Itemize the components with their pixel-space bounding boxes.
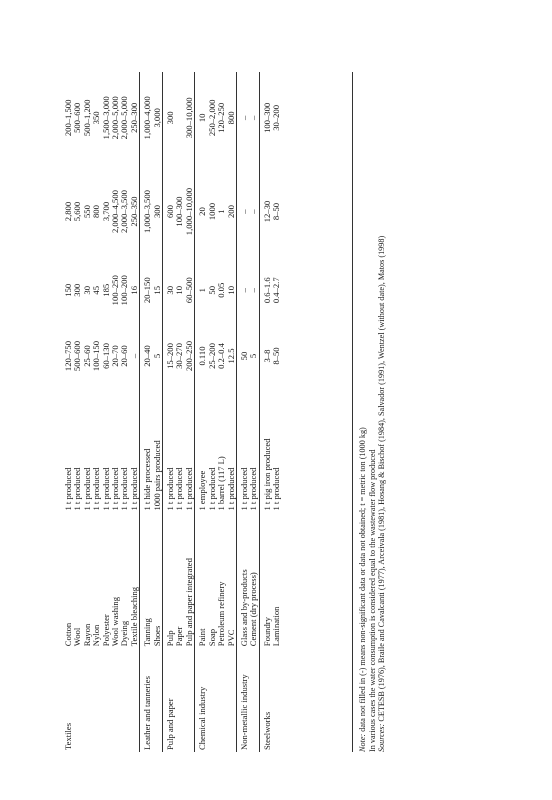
- unit-cell: 1 t produced: [183, 467, 194, 511]
- table-row: [120, 72, 129, 752]
- load-cell: 150: [63, 283, 73, 297]
- product-cell: Nylon: [91, 624, 102, 647]
- conc-cell: 1,500–3,000: [100, 96, 111, 140]
- industry-cell: [272, 648, 281, 752]
- bod-cell: 600: [163, 164, 176, 260]
- conc-cell: 10: [195, 72, 208, 164]
- bod-cell: 550: [81, 205, 92, 218]
- table-row: [195, 72, 208, 752]
- conc-cell: 300–10,000: [183, 97, 194, 139]
- industry-cell: Chemical industry: [195, 648, 208, 752]
- bod-cell: 100–300: [174, 196, 185, 227]
- product-cell: Wool: [72, 627, 83, 647]
- industry-cell: [92, 648, 101, 752]
- product-cell: Shoes: [151, 625, 162, 647]
- table-row: [130, 72, 140, 752]
- load-cell: 100–200: [119, 275, 130, 306]
- rotated-page: [64, 72, 394, 752]
- table-wrapper: [64, 72, 282, 752]
- consumption-cell: –: [128, 353, 139, 359]
- unit-cell: 1 t produced: [163, 391, 176, 513]
- unit-cell: 1 t produced: [174, 467, 185, 511]
- product-cell: Cement (dry process): [248, 572, 259, 647]
- bod-cell: –: [236, 164, 249, 260]
- unit-cell: 1 t pig iron produced: [259, 391, 272, 513]
- unit-cell: 1 t produced: [81, 467, 92, 511]
- conc-cell: 250–300: [128, 102, 139, 133]
- industry-cell: [120, 648, 129, 752]
- unit-cell: 1 t produced: [63, 467, 73, 511]
- bod-cell: 2,000–3,500: [119, 190, 130, 234]
- table-row: [140, 72, 153, 752]
- industry-cell: [217, 648, 226, 752]
- conc-cell: 800: [225, 111, 236, 125]
- product-cell: PVC: [225, 629, 236, 647]
- industry-cell: Steelworks: [259, 648, 272, 752]
- table-row: [272, 72, 281, 752]
- table-row: [175, 72, 184, 752]
- product-cell: Pulp and paper integrated: [183, 558, 194, 647]
- industry-cell: [130, 648, 140, 752]
- unit-cell: 1 t produced: [236, 391, 249, 513]
- unit-cell: 1 t produced: [91, 467, 102, 511]
- conc-cell: 500–600: [72, 102, 83, 133]
- industry-cell: [249, 648, 259, 752]
- note-line: [358, 72, 368, 752]
- consumption-cell: 120–750: [63, 340, 73, 372]
- table-row: [83, 72, 92, 752]
- bod-cell: 300: [151, 205, 162, 218]
- industry-cell: [111, 648, 120, 752]
- industry-cell: Pulp and paper: [163, 648, 176, 752]
- conc-cell: 2,000–5,000: [119, 96, 130, 140]
- conc-cell: 250–2,000: [206, 99, 217, 137]
- consumption-cell: 20–70: [110, 345, 121, 367]
- consumption-cell: 30–270: [174, 343, 185, 369]
- product-cell: Petroleum refinery: [216, 581, 227, 647]
- product-cell: Tanning: [140, 513, 153, 649]
- product-cell: Wool washing: [110, 596, 121, 647]
- bod-cell: 2,000–4,500: [110, 190, 121, 234]
- load-cell: –: [248, 288, 259, 293]
- industry-cell: [83, 648, 92, 752]
- table-row: [236, 72, 249, 752]
- load-cell: 20–150: [140, 259, 153, 321]
- unit-cell: 1 t produced: [248, 467, 259, 511]
- note-text: data not filled in (-) means non-significant data or data not obtained; t = metric ton (1000 kg): [358, 427, 367, 734]
- bod-cell: 1,000–10,000: [183, 187, 194, 236]
- bod-cell: 200: [225, 205, 236, 218]
- conc-cell: –: [248, 115, 259, 121]
- load-cell: 185: [100, 283, 111, 297]
- bod-cell: –: [248, 209, 259, 214]
- consumption-cell: 25–60: [81, 345, 92, 367]
- table-notes: [358, 72, 387, 752]
- table-row: [73, 72, 82, 752]
- consumption-cell: 3–8: [259, 321, 272, 391]
- product-cell: Glass and by-products: [236, 513, 249, 649]
- industry-cell: Non-metallic industry: [236, 648, 249, 752]
- consumption-cell: 60–130: [100, 343, 111, 369]
- product-cell: Soap: [206, 629, 217, 647]
- consumption-cell: 25–200: [206, 343, 217, 369]
- unit-cell: 1 t produced: [225, 467, 236, 511]
- unit-cell: 1 t produced: [119, 467, 130, 511]
- product-cell: Pulp: [163, 513, 176, 649]
- unit-cell: 1 t produced: [110, 467, 121, 511]
- load-cell: 45: [91, 285, 102, 295]
- consumption-cell: 20–60: [119, 345, 130, 367]
- consumption-cell: 0.2–0.4: [216, 343, 227, 369]
- industry-cell: [175, 648, 184, 752]
- load-cell: 10: [174, 285, 185, 295]
- table-row: [185, 72, 195, 752]
- table-body: [64, 72, 282, 752]
- table-row: [92, 72, 101, 752]
- load-cell: 0.4–2.7: [271, 277, 282, 304]
- conc-cell: 200–1,500: [63, 99, 73, 137]
- bod-cell: 20: [195, 164, 208, 260]
- industry-cell: [73, 648, 82, 752]
- table-row: [102, 72, 111, 752]
- conc-cell: 3,000: [151, 108, 162, 128]
- bod-cell: 1000: [206, 202, 217, 221]
- consumption-cell: 20–40: [140, 321, 153, 391]
- unit-cell: 1 t produced: [72, 467, 83, 511]
- table-row: [227, 72, 237, 752]
- product-cell: Textile bleaching: [128, 586, 139, 647]
- bod-cell: 800: [91, 205, 102, 218]
- unit-cell: 1 t hide processed: [140, 391, 153, 513]
- industry-cell: [208, 648, 217, 752]
- unit-cell: 1000 pairs produced: [151, 440, 162, 511]
- bod-cell: 5,600: [72, 201, 83, 222]
- industry-cell: Textiles: [63, 722, 73, 750]
- consumption-cell: 500–600: [72, 340, 83, 372]
- conc-cell: 120–250: [216, 102, 227, 133]
- product-cell: Rayon: [81, 623, 92, 647]
- industry-cell: [102, 648, 111, 752]
- load-cell: 1: [195, 259, 208, 321]
- product-cell: Dyeing: [119, 620, 130, 647]
- conc-cell: 300: [163, 72, 176, 164]
- load-cell: 30: [81, 285, 92, 295]
- industrial-wastewater-table: [64, 72, 282, 752]
- bod-cell: 1: [216, 209, 227, 214]
- table-row: [64, 72, 73, 752]
- load-cell: –: [236, 259, 249, 321]
- conc-cell: 2,000–5,000: [110, 96, 121, 140]
- table-row: [111, 72, 120, 752]
- load-cell: 15: [151, 285, 162, 295]
- table-row: [249, 72, 259, 752]
- product-cell: Foundry: [259, 513, 272, 649]
- bod-cell: 12–30: [259, 164, 272, 260]
- industry-cell: Leather and tanneries: [140, 648, 153, 752]
- consumption-cell: 8–50: [271, 347, 282, 365]
- note-label: Note:: [358, 733, 367, 752]
- sources-label: Sources:: [377, 723, 387, 752]
- industry-cell: [153, 648, 163, 752]
- note-line-2: In various cases the water consumption is considered equal to the wastewater flow produced: [367, 449, 377, 752]
- consumption-cell: 0.110: [195, 321, 208, 391]
- load-cell: 0.6–1.6: [259, 259, 272, 321]
- table-row: [208, 72, 217, 752]
- bod-cell: 8–50: [271, 202, 282, 221]
- conc-cell: –: [236, 72, 249, 164]
- conc-cell: 100–300: [259, 72, 272, 164]
- load-cell: 100–250: [110, 275, 121, 306]
- load-cell: 50: [206, 285, 217, 295]
- table-row: [217, 72, 226, 752]
- product-cell: Lamination: [271, 606, 282, 647]
- consumption-cell: 200–250: [183, 340, 194, 372]
- load-cell: 30: [163, 259, 176, 321]
- bod-cell: 3,700: [100, 201, 111, 222]
- industry-cell: [185, 648, 195, 752]
- conc-cell: 30–200: [271, 104, 282, 131]
- sources-line: [377, 72, 387, 752]
- conc-cell: 1,000–4,000: [140, 72, 153, 164]
- load-cell: 16: [128, 285, 139, 295]
- table-row: [163, 72, 176, 752]
- load-cell: 0.05: [216, 282, 227, 298]
- load-cell: 60–500: [183, 277, 194, 304]
- consumption-cell: 5: [151, 353, 162, 359]
- product-cell: Paper: [174, 626, 185, 647]
- load-cell: 10: [225, 285, 236, 295]
- sources-text: CETESB (1976), Braile and Cavalcanti (1977), Arceivala (1981), Hosang & Bischof (1984), Salvador (1991), Wentzel (without date), Matos (1998): [377, 235, 387, 724]
- bod-cell: 2,800: [63, 201, 73, 222]
- product-cell: Paint: [195, 513, 208, 649]
- unit-cell: 1 t produced: [206, 467, 217, 511]
- conc-cell: 500–1,200: [81, 99, 92, 137]
- consumption-cell: 50: [236, 321, 249, 391]
- table-row: [259, 72, 272, 752]
- consumption-cell: 15–200: [163, 321, 176, 391]
- product-cell: Polyester: [100, 614, 111, 647]
- unit-cell: 1 t produced: [128, 467, 139, 511]
- product-cell: Cotton: [63, 622, 73, 647]
- bod-cell: 250–350: [128, 196, 139, 227]
- consumption-cell: 100–150: [91, 340, 102, 372]
- load-cell: 300: [72, 283, 83, 297]
- table-bottom-rule: [352, 72, 353, 752]
- unit-cell: 1 t produced: [100, 467, 111, 511]
- consumption-cell: 5: [248, 353, 259, 359]
- industry-cell: [227, 648, 237, 752]
- consumption-cell: 12.5: [225, 348, 236, 364]
- table-row: [153, 72, 163, 752]
- unit-cell: 1 barrel (117 L): [216, 456, 227, 511]
- unit-cell: 1 t produced: [271, 467, 282, 511]
- unit-cell: 1 employee: [195, 391, 208, 513]
- conc-cell: 350: [91, 111, 102, 125]
- bod-cell: 1,000–3,500: [140, 164, 153, 260]
